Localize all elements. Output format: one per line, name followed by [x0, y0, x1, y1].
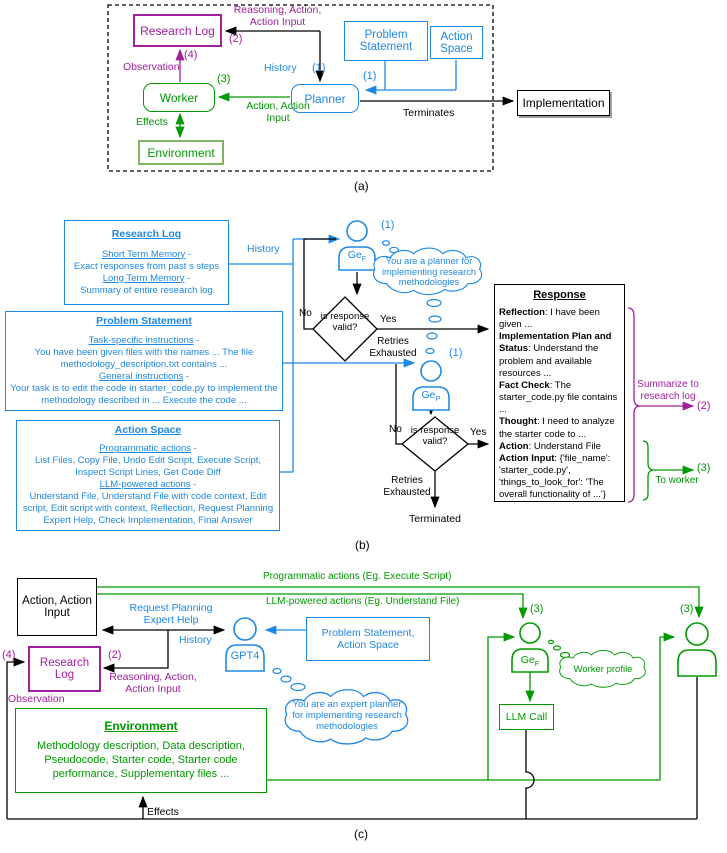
reasoning-label-a: Reasoning, Action, Action Input	[233, 4, 322, 29]
step3-left-label: (3)	[530, 603, 544, 615]
problem-statement-box-b: Problem Statement Task-specific instructions - You have been given files with the names ... The file methodology_description.txt contains ... General instructions - Your task is to edit the code in starter_code.py to implement the methodology described in ... Execute the code ...	[5, 311, 283, 411]
history-label-b: History	[247, 243, 280, 255]
to-worker-label: To worker	[655, 475, 699, 486]
summarize-brace	[628, 308, 640, 502]
reasoning-label-c: Reasoning, Action, Action Input	[109, 671, 197, 696]
action-input-box-c: Action, Action Input	[17, 578, 97, 636]
step2-label-a: (2)	[229, 33, 243, 45]
observation-label-c: Observation	[8, 693, 65, 705]
programmatic-actions-label: Programmatic actions (Eg. Execute Script)	[263, 571, 452, 582]
worker-person-icon	[678, 623, 716, 676]
worker-generator-label: $Ge_F$	[520, 654, 540, 669]
no2-label: No	[389, 424, 402, 435]
terminated-label: Terminated	[409, 513, 461, 525]
caption-a: (a)	[354, 179, 369, 193]
terminates-label: Terminates	[403, 107, 455, 119]
response-box: Response Reflection: I have been given ... Implementation Plan and Status: Understand the problem and available resources ... Fact Check: The starter_code.py file contains ... Thought: I need to analyze the starter code to ... Action: Understand File Action Input: {'file_name': 'starter_code.py', 'things_to_look_for': 'The overall functionality of ...'}	[494, 284, 625, 502]
implementation-box: Implementation	[517, 90, 610, 116]
yes1-label: Yes	[380, 314, 397, 325]
planner-prompt-text: You are a planner for implementing research methodologies	[381, 256, 477, 288]
summarize-label: Summarize to research log	[637, 379, 699, 402]
observation-label-a: Observation	[123, 61, 180, 73]
environment-box-c: Environment Methodology description, Data description, Pseudocode, Starter code, Starter code performance, Supplementary files ...	[15, 708, 267, 793]
research-log-box-b: Research Log Short Term Memory - Exact responses from past s steps Long Term Memory - Summary of entire research log	[64, 220, 229, 305]
effects-label-c: Effects	[147, 806, 179, 818]
research-log-box-a: Research Log	[133, 14, 222, 47]
planner-box: Planner	[291, 84, 359, 113]
caption-b: (b)	[355, 538, 370, 552]
step1-inputs-label-a: (1)	[363, 70, 377, 82]
yes2-label: Yes	[470, 427, 487, 438]
no1-label: No	[299, 308, 312, 319]
llm-actions-label: LLM-powered actions (Eg. Understand File)	[266, 596, 460, 607]
llm-call-box: LLM Call	[499, 704, 554, 730]
research-log-box-c: Research Log	[28, 646, 101, 692]
step1-history-label-a: (1)	[312, 62, 326, 74]
decision1-text: is response valid?	[320, 311, 370, 333]
step3-label-a: (3)	[217, 73, 231, 85]
to-worker-brace	[643, 441, 654, 500]
retries1-label: Retries Exhausted	[369, 336, 417, 359]
decision2-text: is response valid?	[410, 425, 460, 447]
action-space-box-b: Action Space Programmatic actions - List Files, Copy File, Undo Edit Script, Execute Script, Inspect Script Lines, Get Code Diff LLM-powered actions - Understand File, Understand File with code context, Edit script, Edit script with context, Reflection, Request Planning Expert Help, Check Implementation, Final Answer	[16, 420, 280, 531]
step2-label-c: (2)	[108, 649, 122, 661]
step1-full-label: (1)	[381, 219, 395, 231]
history-label-c: History	[179, 634, 212, 646]
retries2-label: Retries Exhausted	[383, 475, 431, 498]
generator-partial-label: $Ge_P$	[421, 389, 441, 404]
request-help-label: Request Planning Expert Help	[129, 602, 213, 627]
step4-label-c: (4)	[2, 649, 16, 661]
step2-label-b: (2)	[697, 400, 711, 412]
expert-prompt-text: You are an expert planner for implementing research methodologies	[292, 699, 402, 732]
step3-right-label: (3)	[680, 603, 694, 615]
action-space-box-a: Action Space	[430, 26, 483, 59]
step3-label-b: (3)	[697, 462, 711, 474]
effects-label-a: Effects	[136, 116, 168, 128]
problem-statement-action-space-box-c: Problem Statement, Action Space	[306, 617, 430, 661]
action-input-label-a: Action, Action Input	[246, 100, 310, 125]
environment-box-a: Environment	[138, 140, 224, 165]
caption-c: (c)	[354, 827, 368, 841]
worker-box: Worker	[143, 83, 215, 112]
generator-full-label: $Ge_F$	[347, 249, 367, 264]
line-hop	[526, 730, 534, 819]
worker-profile-text: Worker profile	[573, 664, 633, 675]
step4-label-a: (4)	[184, 49, 198, 61]
gpt4-label: GPT4	[230, 650, 260, 662]
gpt4-icon	[226, 618, 264, 671]
step1-partial-label: (1)	[449, 347, 463, 359]
problem-statement-box-a: Problem Statement	[344, 21, 428, 61]
history-label-a: History	[264, 62, 297, 74]
